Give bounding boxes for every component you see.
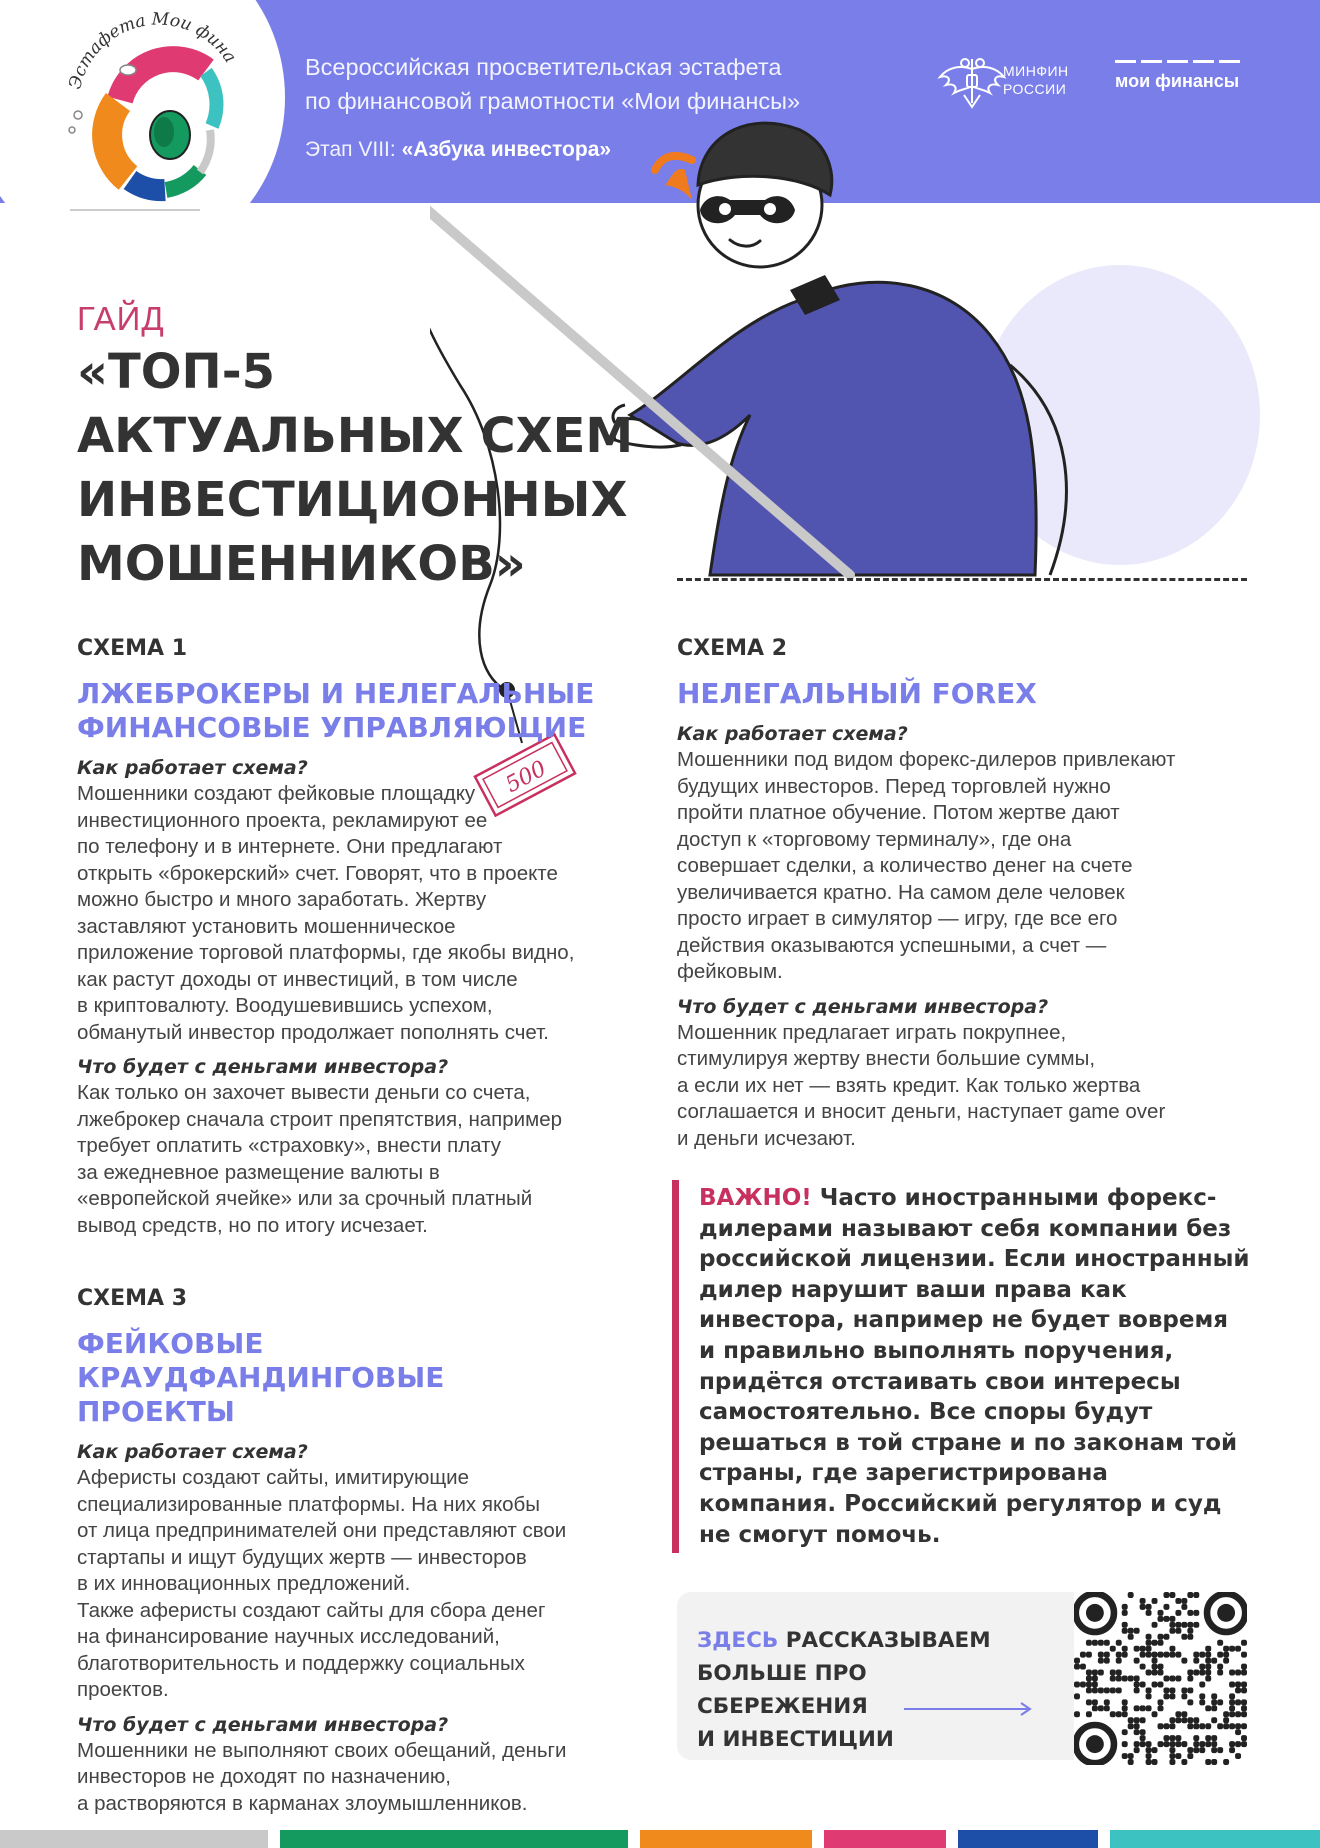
- important-note: [672, 1180, 1252, 1553]
- logo-arc-text: Эстафета Мои фина: [65, 9, 240, 92]
- guide-title: [77, 340, 697, 596]
- guide-title-line: «ТОП-5: [77, 344, 276, 400]
- promo-line1-rest: РАССКАЗЫВАЕМ: [778, 1628, 991, 1653]
- scheme-question: Как работает схема?: [77, 1441, 308, 1463]
- scheme-question: Что будет с деньгами инвестора?: [77, 1713, 449, 1736]
- scheme-question: Что будет с деньгами инвестора?: [677, 995, 1049, 1018]
- scheme-1: [77, 636, 637, 1247]
- stage-name: «Азбука инвестора»: [401, 138, 612, 161]
- color-bar: [958, 1830, 1098, 1848]
- important-body: Часто иностранными форекс-дилерами называют себя компании без российской лицензии. Если иностранный дилер нарушит ваши права как инвестора, например не будет вовремя и правильно выполнять поручения, придётся отстаивать свои интересы самостоятельно. Все споры будут решаться в той стране и по законам той страны, где зарегистрирована компания. Российский регулятор и суд не смогут помочь.: [699, 1185, 1250, 1548]
- scheme-answer: Мошенники под видом форекс-дилеров привлекают будущих инвесторов. Перед торговлей нужно пройти платное обучение. Потом жертве дают доступ к «торговому терминалу», где она совершает сделки, а количество денег на счете увеличивается кратно. На самом деле человек просто играет в симулятор — игру, где все его действия оказываются успешными, а счет — фейковым.: [677, 748, 1176, 983]
- guide-title-line: ИНВЕСТИЦИОННЫХ: [77, 472, 628, 528]
- bottom-color-bars: [0, 1830, 1320, 1848]
- minfin-line1: МИНФИН: [1003, 63, 1069, 79]
- scheme-answer: Аферисты создают сайты, имитирующие специализированные платформы. На них якобы от лица предпринимателей они представляют свои стартапы и ищут будущих жертв — инвесторов в их инновационных предложений. Также аферисты создают сайты для сбора денег на финансирование научных исследований, благотворительность и поддержку социальных проектов.: [77, 1466, 567, 1701]
- scheme-number: СХЕМА 3: [77, 1286, 188, 1311]
- qr-code-icon[interactable]: [1074, 1592, 1247, 1765]
- scheme-number: СХЕМА 2: [677, 636, 788, 661]
- guide-title-line: АКТУАЛЬНЫХ СХЕМ: [77, 408, 634, 464]
- promo-accent[interactable]: ЗДЕСЬ: [697, 1628, 779, 1653]
- scheme-title: ЛЖЕБРОКЕРЫ И НЕЛЕГАЛЬНЫЕ ФИНАНСОВЫЕ УПРАВЛЯЮЩИЕ: [77, 677, 595, 744]
- dashed-divider: [677, 578, 1247, 581]
- scheme-question: Как работает схема?: [677, 723, 908, 745]
- promo-line1: [697, 1624, 1037, 1657]
- scheme-question: Как работает схема?: [77, 757, 308, 779]
- guide-title-line: МОШЕННИКОВ»: [77, 536, 526, 592]
- scheme-answer: Мошенник предлагает играть покрупнее, стимулируя жертву внести большие суммы, а если их нет — взять кредит. Как только жертва соглашается и вносит деньги, наступает game over и деньги исчезают.: [677, 1020, 1166, 1150]
- scheme-3: [77, 1286, 637, 1825]
- guide-label: ГАЙД: [77, 300, 165, 337]
- scheme-answer: Как только он захочет вывести деньги со счета, лжеброкер сначала строит препятствия, например требует оплатить «страховку», внести плату за ежедневное размещение валюты в «европейской ячейке» или за срочный платный вывод средств, но по итогу исчезает.: [77, 1081, 563, 1237]
- color-bar: [824, 1830, 946, 1848]
- scheme-answer: Мошенники не выполняют своих обещаний, деньги инвесторов не доходят по назначению, а растворяются в карманах злоумышленников.: [77, 1738, 567, 1815]
- color-bar: [0, 1830, 268, 1848]
- color-bar: [1110, 1830, 1320, 1848]
- color-bar: [640, 1830, 812, 1848]
- scheme-2: [677, 636, 1247, 1160]
- important-tag: ВАЖНО!: [699, 1185, 812, 1211]
- scheme-question: Что будет с деньгами инвестора?: [77, 1056, 449, 1078]
- promo-qr-block: [677, 1592, 1247, 1760]
- brand-bars: [1115, 60, 1240, 63]
- relay-logo-icon: [0, 0, 255, 240]
- promo-line2: БОЛЬШЕ ПРО СБЕРЕЖЕНИЯ: [697, 1661, 868, 1719]
- header-title-line2: по финансовой грамотности «Мои финансы»: [305, 88, 801, 114]
- promo-text: [697, 1624, 1037, 1756]
- scheme-number: СХЕМА 1: [77, 636, 188, 661]
- relay-logo-backdrop: [0, 0, 285, 265]
- moi-finansy-brand: [1115, 60, 1240, 92]
- scheme-answer: Мошенники создают фейковые площадку инвестиционного проекта, рекламируют ее по телефону и в интернете. Они предлагают открыть «брокерский» счет. Говорят, что в проекте можно быстро и много заработать. Жертву заставляют установить мошенническое приложение торговой платформы, где якобы видно, как растут доходы от инвестиций, в том числе в криптовалюту. Воодушевившись успехом, обманутый инвестор продолжает пополнять счет.: [77, 782, 575, 1044]
- header-title-line1: Всероссийская просветительская эстафета: [305, 54, 782, 80]
- stage-prefix: Этап VIII:: [305, 138, 396, 161]
- important-text: [699, 1183, 1252, 1550]
- promo-line3: И ИНВЕСТИЦИИ: [697, 1727, 894, 1752]
- scheme-title: НЕЛЕГАЛЬНЫЙ FOREX: [677, 677, 1037, 710]
- brand-label: мои финансы: [1115, 71, 1240, 91]
- scheme-title: ФЕЙКОВЫЕ КРАУДФАНДИНГОВЫЕ ПРОЕКТЫ: [77, 1327, 445, 1428]
- minfin-line2: РОССИИ: [1003, 81, 1067, 97]
- price-tag-value: 500: [501, 756, 551, 799]
- minfin-label: [1003, 62, 1069, 98]
- header-title: [305, 50, 905, 118]
- arrow-right-icon: [904, 1701, 1034, 1717]
- color-bar: [280, 1830, 628, 1848]
